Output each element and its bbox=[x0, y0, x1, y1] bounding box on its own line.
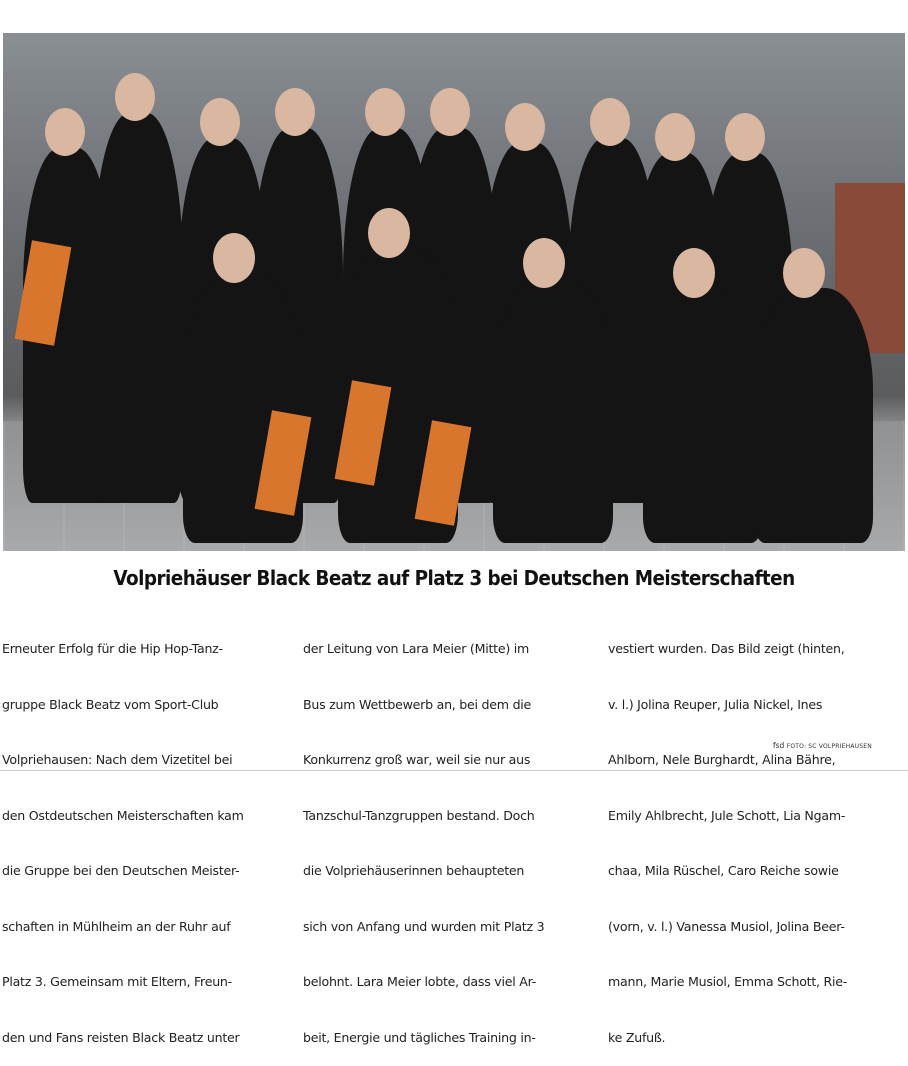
dancer-head bbox=[783, 248, 825, 298]
text-line: der Leitung von Lara Meier (Mitte) im bbox=[303, 641, 530, 656]
dancer-figure bbox=[643, 288, 763, 543]
text-line: die Gruppe bei den Deutschen Meister- bbox=[2, 863, 240, 878]
dancer-head bbox=[505, 103, 545, 151]
article-column-1 bbox=[2, 603, 300, 1066]
text-line: Bus zum Wettbewerb an, bei dem die bbox=[303, 696, 532, 712]
text-line: sich von Anfang und wurden mit Platz 3 bbox=[303, 918, 545, 934]
author-initials: fsd bbox=[773, 741, 785, 750]
dancer-head bbox=[655, 113, 695, 161]
text-line: chaa, Mila Rüschel, Caro Reiche sowie bbox=[608, 863, 839, 878]
text-line: Platz 3. Gemeinsam mit Eltern, Freun- bbox=[2, 974, 232, 989]
text-line: Ahlborn, Nele Burghardt, Alina Bähre, bbox=[608, 752, 836, 767]
photo-source: FOTO: SC VOLPRIEHAUSEN bbox=[786, 743, 872, 750]
text-line: den und Fans reisten Black Beatz unter bbox=[2, 1029, 240, 1045]
text-line: mann, Marie Musiol, Emma Schott, Rie- bbox=[608, 974, 848, 989]
text-line: beit, Energie und tägliches Training in- bbox=[303, 1029, 536, 1045]
text-line: v. l.) Jolina Reuper, Julia Nickel, Ines bbox=[608, 696, 823, 712]
article-column-3 bbox=[608, 603, 906, 1066]
dancer-head bbox=[523, 238, 565, 288]
text-line: den Ostdeutschen Meisterschaften kam bbox=[2, 807, 244, 823]
dancer-head bbox=[115, 73, 155, 121]
dancer-head bbox=[368, 208, 410, 258]
text-line: Emily Ahlbrecht, Jule Schott, Lia Ngam- bbox=[608, 807, 846, 823]
dancer-figure bbox=[753, 288, 873, 543]
article-column-2 bbox=[303, 603, 601, 1066]
text-line: gruppe Black Beatz vom Sport-Club bbox=[2, 696, 219, 712]
bottom-divider bbox=[0, 770, 908, 771]
dancer-head bbox=[365, 88, 405, 136]
text-line: Konkurrenz groß war, weil sie nur aus bbox=[303, 752, 531, 767]
dancer-head bbox=[200, 98, 240, 146]
dancer-head bbox=[213, 233, 255, 283]
text-line: (vorn, v. l.) Vanessa Musiol, Jolina Beer- bbox=[608, 918, 845, 934]
dancer-head bbox=[45, 108, 85, 156]
text-line: Volpriehausen: Nach dem Vizetitel bei bbox=[2, 752, 233, 767]
text-line: vestiert wurden. Das Bild zeigt (hinten, bbox=[608, 641, 845, 656]
text-line: die Volpriehäuserinnen behaupteten bbox=[303, 863, 525, 878]
dancer-head bbox=[725, 113, 765, 161]
text-line: Erneuter Erfolg für die Hip Hop-Tanz- bbox=[2, 641, 223, 656]
headline: Volpriehäuser Black Beatz auf Platz 3 bei Deutschen Meisterschaften bbox=[113, 566, 795, 590]
dancer-head bbox=[590, 98, 630, 146]
text-line: belohnt. Lara Meier lobte, dass viel Ar- bbox=[303, 974, 536, 989]
dancer-figure bbox=[493, 278, 613, 543]
dancer-figure bbox=[93, 113, 183, 503]
dancer-head bbox=[673, 248, 715, 298]
photo-credit bbox=[773, 741, 872, 750]
dancer-head bbox=[430, 88, 470, 136]
text-line: schaften in Mühlheim an der Ruhr auf bbox=[2, 918, 231, 934]
dancer-head bbox=[275, 88, 315, 136]
text-line: Tanzschul-Tanzgruppen bestand. Doch bbox=[303, 807, 535, 823]
team-photo bbox=[3, 33, 905, 551]
text-line: ke Zufuß. bbox=[608, 1029, 666, 1045]
